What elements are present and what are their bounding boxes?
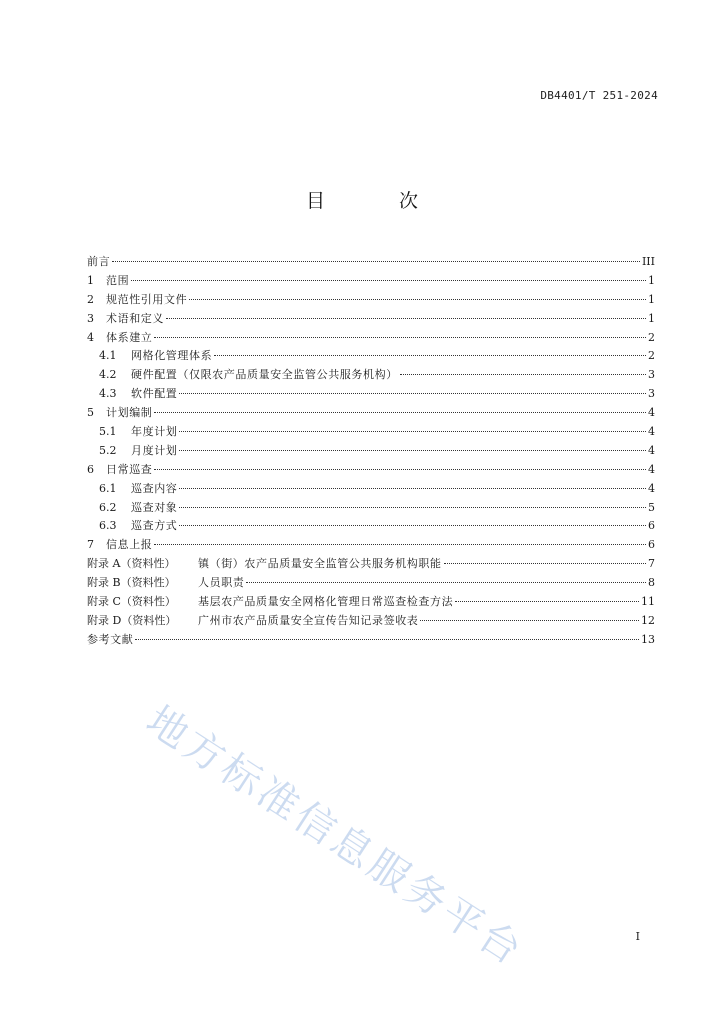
toc-entry[interactable] [87, 329, 655, 348]
toc-entry[interactable] [87, 253, 655, 272]
toc-entry[interactable] [87, 574, 655, 593]
toc-entry[interactable] [87, 612, 655, 631]
toc-dot-leader [179, 488, 646, 489]
toc-entry[interactable] [87, 385, 655, 404]
toc-entry-number: 6 [87, 462, 94, 476]
toc-entry-page: 12 [641, 613, 655, 627]
toc-dot-leader [189, 299, 646, 300]
toc-entry[interactable] [87, 423, 655, 442]
toc-dot-leader [214, 355, 646, 356]
toc-entry-number: 4.3 [99, 387, 117, 401]
toc-entry[interactable] [87, 404, 655, 423]
toc-entry[interactable] [87, 555, 655, 574]
toc-entry-page: 1 [648, 311, 655, 325]
watermark-text: 地方标准信息服务平台 [138, 697, 533, 976]
toc-entry-number: 5.1 [99, 425, 117, 439]
toc-entry-page: 13 [641, 632, 655, 646]
toc-entry[interactable] [87, 461, 655, 480]
toc-entry-title: 规范性引用文件 [106, 292, 188, 306]
toc-entry-title: 人员职责 [198, 576, 245, 590]
toc-dot-leader [179, 507, 646, 508]
toc-entry-page: 4 [648, 425, 655, 439]
toc-entry-title: 广州市农产品质量安全宣传告知记录签收表 [198, 613, 419, 627]
toc-entry-number: 5.2 [99, 443, 117, 457]
toc-entry-page: 3 [648, 387, 655, 401]
toc-dot-leader [246, 582, 646, 583]
toc-entry-number: 4 [87, 330, 94, 344]
toc-entry-number: 附录 A（资料性） [87, 557, 176, 571]
toc-entry[interactable] [87, 291, 655, 310]
toc-entry-number: 6.2 [99, 500, 117, 514]
toc-entry-title: 硬件配置（仅限农产品质量安全监管公共服务机构） [131, 368, 398, 382]
toc-entry-number: 2 [87, 292, 94, 306]
toc-dot-leader [179, 525, 646, 526]
page-number: I [635, 930, 640, 943]
toc-entry-page: 6 [648, 538, 655, 552]
toc-entry-page: 4 [648, 462, 655, 476]
toc-entry[interactable] [87, 272, 655, 291]
toc-dot-leader [444, 563, 646, 564]
toc-entry[interactable] [87, 366, 655, 385]
toc-entry-number: 7 [87, 538, 94, 552]
table-of-contents [87, 253, 655, 650]
toc-dot-leader [179, 431, 646, 432]
toc-entry-title: 软件配置 [131, 387, 178, 401]
toc-dot-leader [135, 639, 639, 640]
toc-dot-leader [131, 280, 646, 281]
toc-dot-leader [166, 318, 646, 319]
toc-entry-number: 5 [87, 406, 94, 420]
toc-entry[interactable] [87, 499, 655, 518]
toc-entry-title: 月度计划 [131, 443, 178, 457]
toc-entry[interactable] [87, 480, 655, 499]
toc-dot-leader [154, 337, 646, 338]
toc-entry-page: 4 [648, 406, 655, 420]
toc-entry-title: 信息上报 [106, 538, 153, 552]
toc-entry-title: 巡查内容 [131, 481, 178, 495]
toc-entry-page: 7 [648, 557, 655, 571]
toc-entry-number: 4.1 [99, 349, 117, 363]
toc-entry-title: 日常巡查 [106, 462, 153, 476]
toc-entry-page: 5 [648, 500, 655, 514]
toc-entry[interactable] [87, 442, 655, 461]
toc-dot-leader [179, 450, 646, 451]
toc-entry-page: 2 [648, 330, 655, 344]
toc-dot-leader [154, 544, 646, 545]
toc-entry-number: 6.3 [99, 519, 117, 533]
toc-entry-title: 参考文献 [87, 632, 134, 646]
toc-entry[interactable] [87, 593, 655, 612]
toc-entry-title: 范围 [106, 273, 130, 287]
toc-entry-page: 3 [648, 368, 655, 382]
toc-dot-leader [179, 393, 646, 394]
toc-entry-page: III [641, 255, 655, 268]
toc-entry-title: 术语和定义 [106, 311, 164, 325]
toc-entry-page: 1 [648, 273, 655, 287]
toc-entry-title: 体系建立 [106, 330, 153, 344]
toc-entry-number: 3 [87, 311, 94, 325]
toc-entry-page: 4 [648, 481, 655, 495]
toc-entry-page: 1 [648, 292, 655, 306]
toc-entry[interactable] [87, 310, 655, 329]
toc-entry-page: 6 [648, 519, 655, 533]
toc-title: 目 次 [305, 190, 453, 212]
toc-dot-leader [154, 469, 646, 470]
toc-entry-number: 附录 B（资料性） [87, 576, 176, 590]
toc-entry-number: 1 [87, 273, 94, 287]
toc-entry[interactable] [87, 517, 655, 536]
toc-entry[interactable] [87, 631, 655, 650]
toc-entry-number: 附录 D（资料性） [87, 613, 177, 627]
toc-entry-page: 4 [648, 443, 655, 457]
toc-entry[interactable] [87, 536, 655, 555]
toc-entry-number: 6.1 [99, 481, 117, 495]
toc-dot-leader [112, 261, 640, 262]
toc-entry-title: 镇（街）农产品质量安全监管公共服务机构职能 [198, 557, 442, 571]
toc-entry-number: 4.2 [99, 368, 117, 382]
toc-entry-number: 附录 C（资料性） [87, 595, 176, 609]
toc-entry-title: 巡查对象 [131, 500, 178, 514]
toc-entry-page: 8 [648, 576, 655, 590]
toc-entry-title: 计划编制 [106, 406, 153, 420]
toc-dot-leader [154, 412, 646, 413]
toc-entry-title: 年度计划 [131, 425, 178, 439]
toc-entry-title: 基层农产品质量安全网格化管理日常巡查检查方法 [198, 595, 454, 609]
toc-entry-title: 前言 [87, 255, 111, 268]
toc-entry-title: 巡查方式 [131, 519, 178, 533]
toc-entry-page: 2 [648, 349, 655, 363]
document-code: DB4401/T 251-2024 [540, 89, 658, 102]
toc-dot-leader [455, 601, 639, 602]
toc-entry[interactable] [87, 347, 655, 366]
toc-entry-page: 11 [641, 595, 655, 609]
toc-dot-leader [400, 374, 646, 375]
toc-entry-title: 网格化管理体系 [131, 349, 213, 363]
toc-dot-leader [420, 620, 639, 621]
